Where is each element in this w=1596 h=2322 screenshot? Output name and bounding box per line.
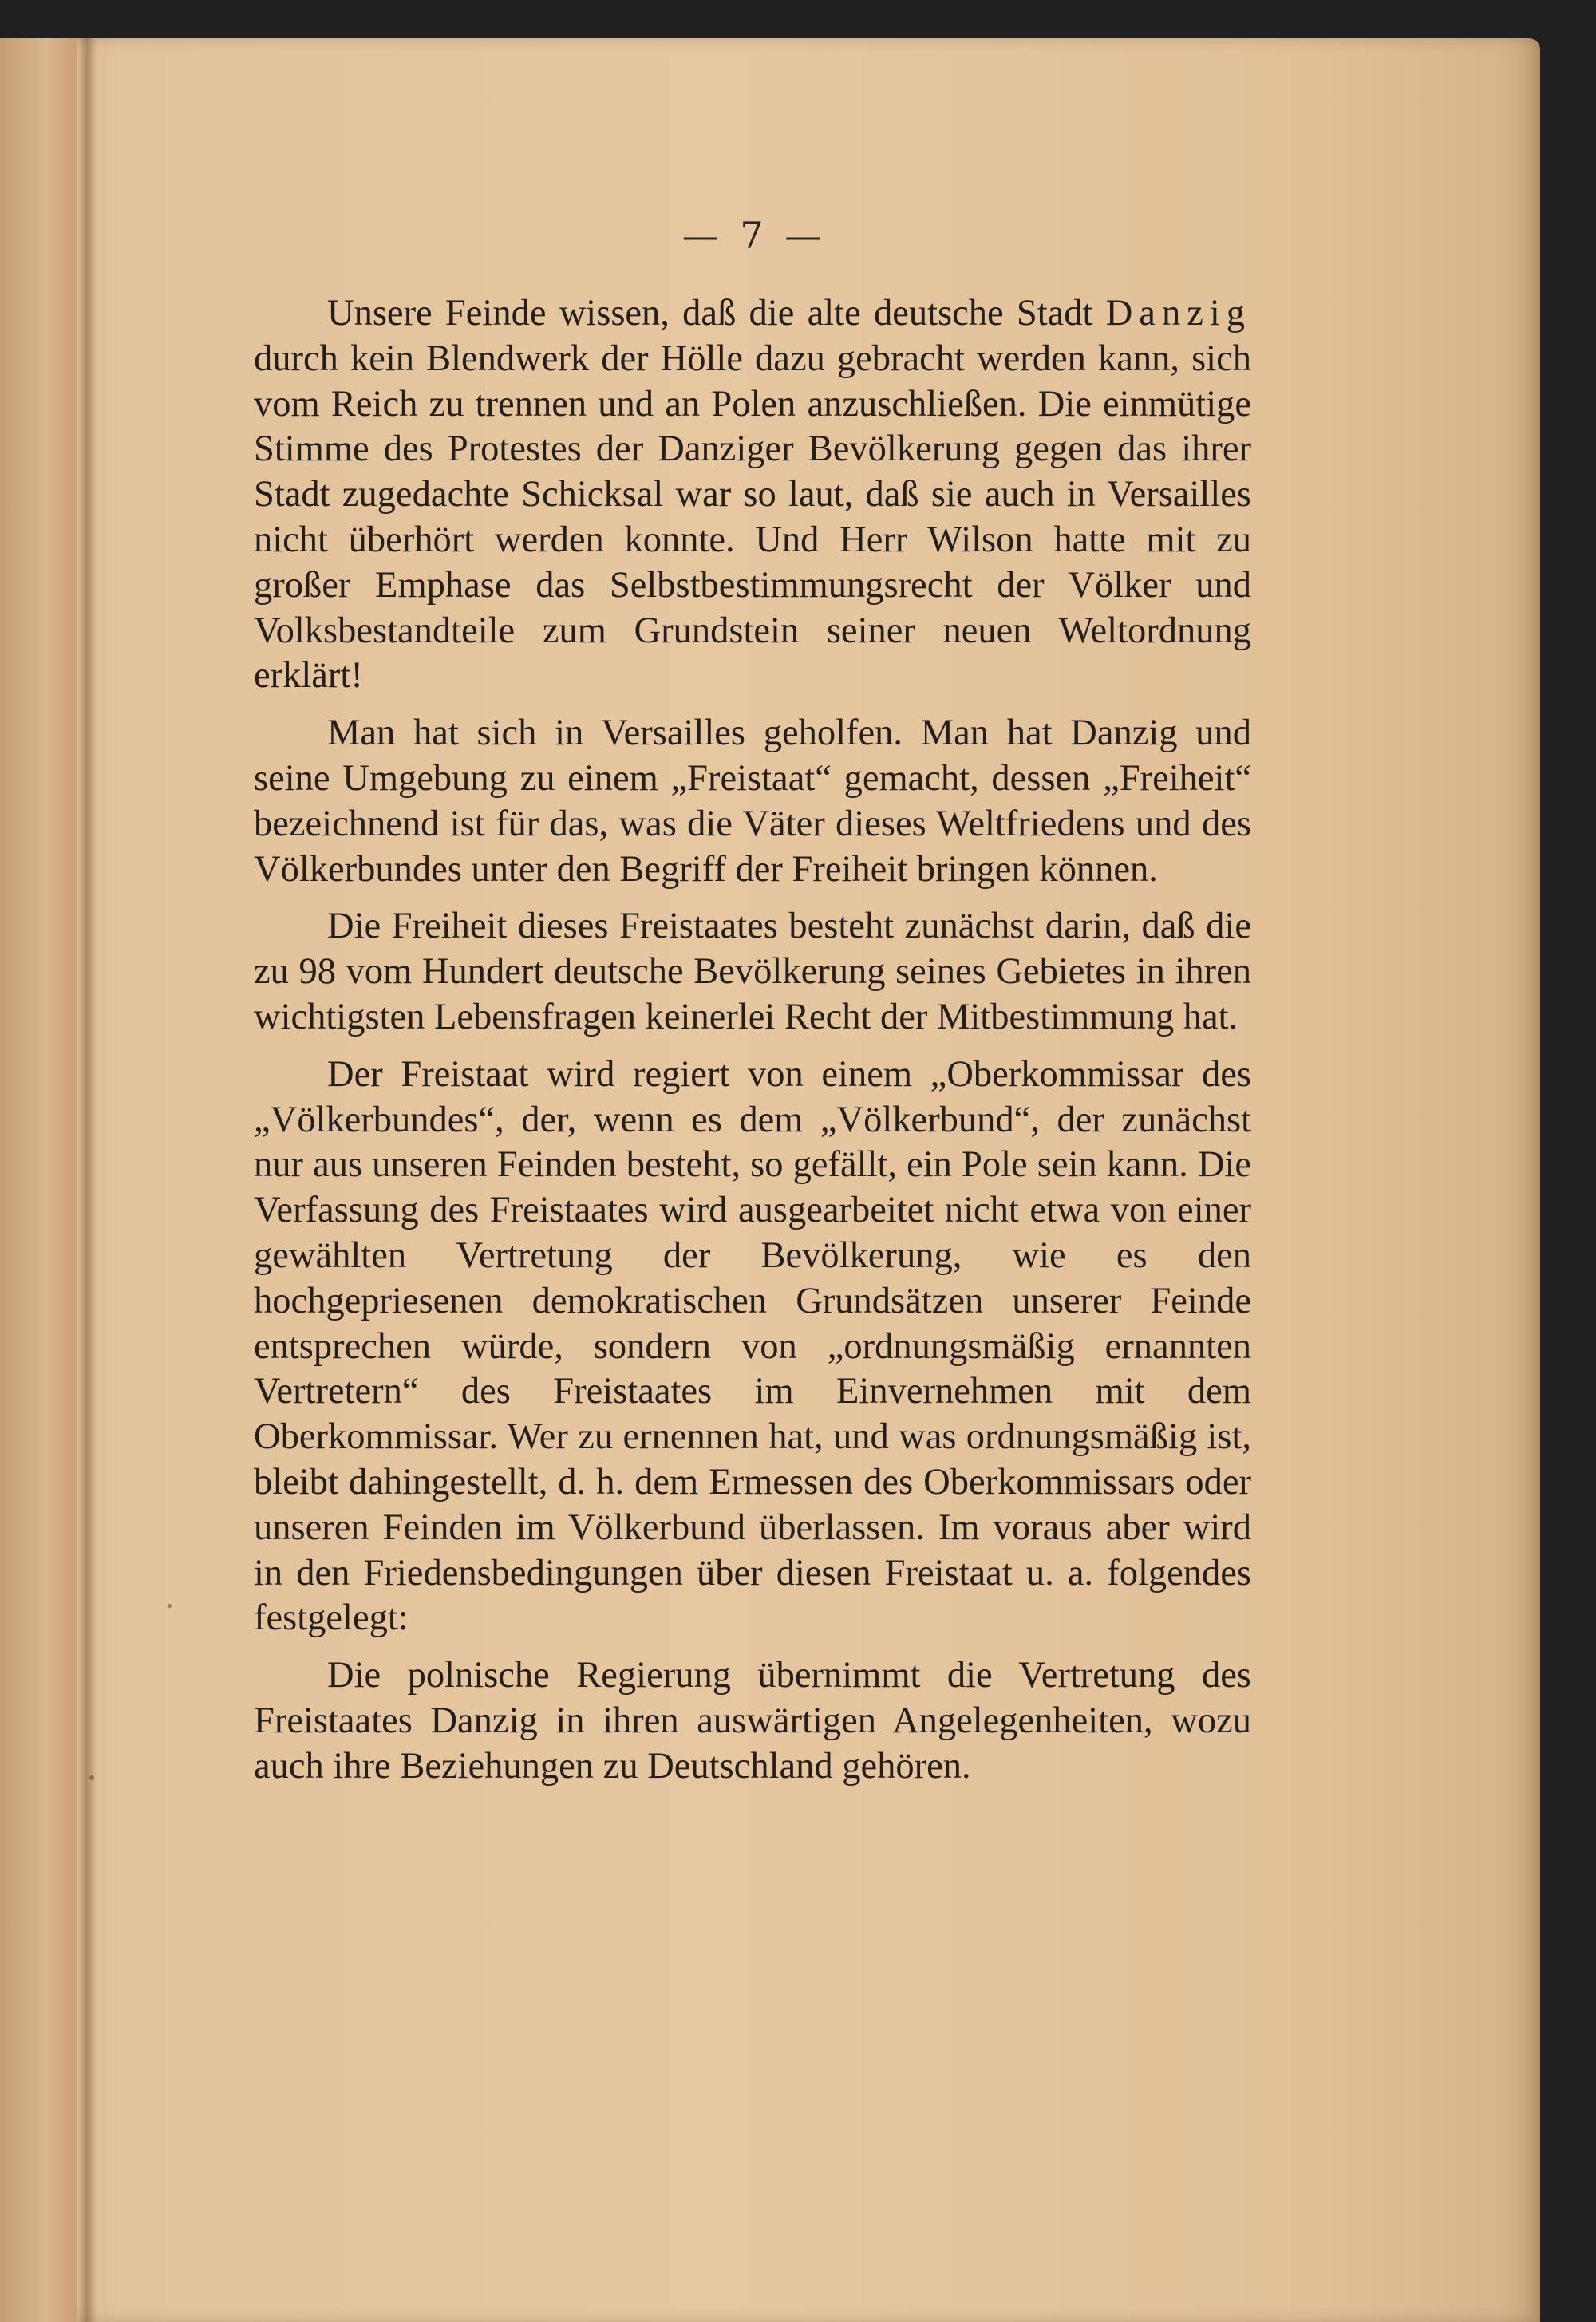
paragraph-3: Die Freiheit dieses Freistaates besteht zunächst darin, daß die zu 98 vom Hundert deutsche Bevölkerung seines Gebietes in ihren wichtigsten Lebensfragen keinerlei Recht der Mitbestimmung hat. bbox=[254, 906, 1251, 1037]
paragraph-2: Man hat sich in Versailles geholfen. Man hat Danzig und seine Umgebung zu einem „Freistaat“ gemacht, dessen „Freiheit“ bezeichnend ist für das, was die Väter dieses Weltfriedens und des Völkerbundes unter den Begriff der Freiheit bringen können. bbox=[254, 713, 1251, 890]
paragraph-1-start: Unsere Feinde wissen, daß die alte deutsche Stadt bbox=[327, 293, 1106, 334]
paragraph-1 bbox=[254, 291, 1251, 699]
paper-speck bbox=[168, 1604, 172, 1608]
paper-speck bbox=[89, 1775, 94, 1780]
page-number: — 7 — bbox=[681, 214, 827, 257]
paragraph-5: Die polnische Regierung übernimmt die Vertretung des Freistaates Danzig in ihren auswärtigen Angelegenheiten, wozu auch ihre Beziehungen zu Deutschland gehören. bbox=[254, 1655, 1251, 1787]
facing-page-edge bbox=[0, 38, 77, 2322]
spaced-word-danzig: Danzig bbox=[1105, 293, 1251, 334]
book-gutter bbox=[78, 38, 96, 2322]
paragraph-1-rest: durch kein Blendwerk der Hölle dazu gebracht werden kann, sich vom Reich zu trennen und an Polen anzuschließen. Die einmütige Stimme des Protestes der Danziger Bevölkerung gegen das ihrer Stadt zugedachte Schicksal war so laut, daß sie auch in Versailles nicht überhört werden konnte. Und Herr Wilson hatte mit zu großer Emphase das Selbstbestimmungsrecht der Völker und Volksbestandteile zum Grundstein seiner neuen Weltordnung erklärt! bbox=[254, 338, 1251, 697]
paragraph-4: Der Freistaat wird regiert von einem „Oberkommissar des „Völkerbundes“, der, wenn es dem „Völkerbund“, der zunächst nur aus unseren Feinden besteht, so gefällt, ein Pole sein kann. Die Verfassung des Freistaates wird ausgearbeitet nicht etwa von einer gewählten Vertretung der Bevölkerung, wie es den hochgepriesenen demokratischen Grundsätzen unserer Feinde entsprechen würde, sondern von „ordnungsmäßig ernannten Vertretern“ des Freistaates im Einvernehmen mit dem Oberkommissar. Wer zu ernennen hat, und was ordnungsmäßig ist, bleibt dahingestellt, d. h. dem Ermessen des Oberkommissars oder unseren Feinden im Völkerbund überlassen. Im voraus aber wird in den Friedensbedingungen über diesen Freistaat u. a. folgendes festgelegt: bbox=[254, 1053, 1251, 1639]
body-text bbox=[254, 291, 1251, 1802]
